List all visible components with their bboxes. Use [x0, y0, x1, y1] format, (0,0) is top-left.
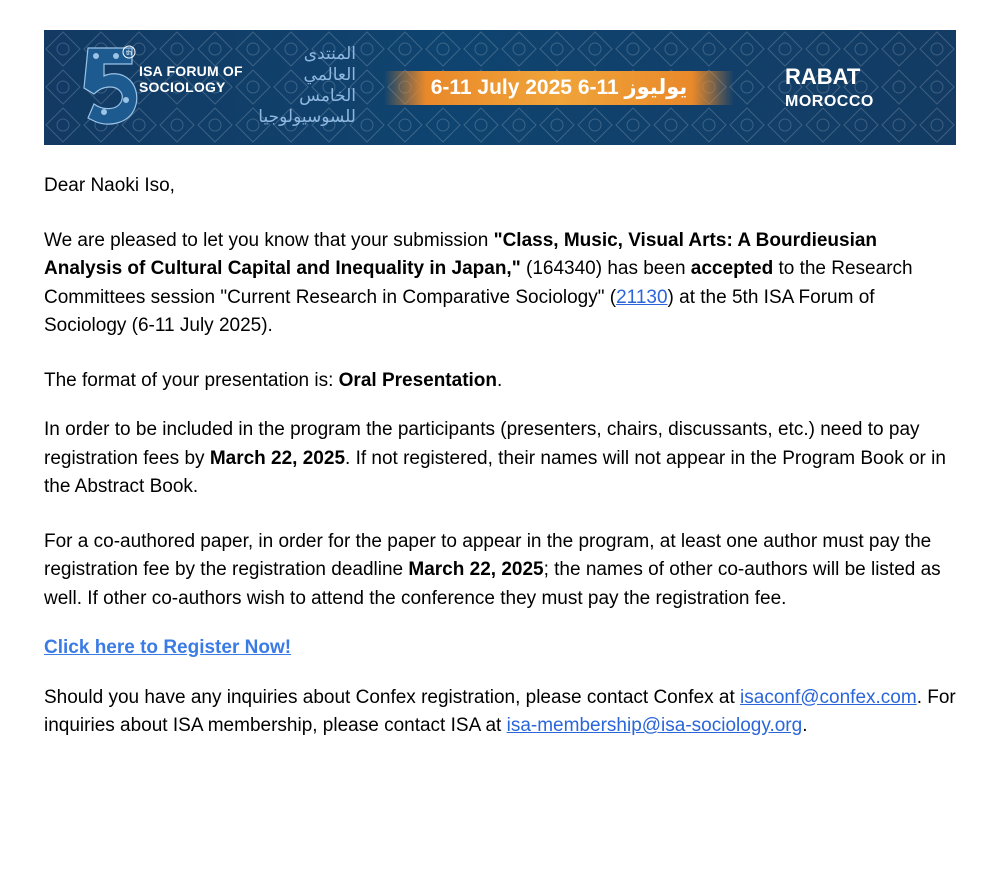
accepted-status: accepted	[690, 258, 774, 279]
submission-title: "Class, Music, Visual Arts: A Bourdieusian Analysis of Cultural Capital and Inequality in Japan,"	[44, 229, 878, 279]
text-run: Should you have any inquiries about Confex registration, please contact Confex at	[44, 686, 741, 708]
text-run: .	[802, 715, 808, 736]
forum-title-arabic: المنتدى العالمي الخامس للسوسيولوجيا	[258, 44, 356, 127]
registration-deadline: March 22, 2025	[209, 447, 346, 469]
email-body	[44, 172, 956, 741]
register-link-paragraph	[44, 634, 956, 663]
text-run: We are pleased to let you know that your submission	[44, 229, 494, 251]
forum-title-line2: SOCIOLOGY	[139, 79, 226, 95]
isa-membership-email-link[interactable]: isa-membership@isa-sociology.org	[506, 715, 803, 736]
date-band	[384, 71, 734, 105]
text-run: . If not registered, their names will not appear in the Program Book or in the Abstract Book.	[44, 447, 946, 497]
text-run: to the Research Committees session "Current Research in Comparative Sociology" (	[44, 258, 913, 308]
text-run: . For inquiries about ISA membership, please contact ISA at	[44, 686, 956, 736]
register-now-link[interactable]: Click here to Register Now!	[44, 637, 292, 658]
session-id-link[interactable]: 21130	[616, 286, 668, 308]
forum-logo-five-icon	[74, 42, 144, 132]
text-run: In order to be included in the program the participants (presenters, chairs, discussants, etc.) need to pay registration fees by	[44, 419, 920, 469]
text-run: .	[497, 369, 503, 391]
conference-city: RABAT	[785, 64, 861, 89]
conference-banner	[44, 30, 956, 145]
coauthor-paragraph	[44, 528, 956, 614]
presentation-format: Oral Presentation	[338, 369, 498, 391]
text-run: ; the names of other co-authors will be listed as well. If other co-authors wish to attend the conference they must pay the registration fee.	[44, 559, 941, 609]
acceptance-paragraph	[44, 227, 956, 341]
text-run: (164340) has been	[520, 258, 691, 279]
logo-superscript: th	[126, 50, 132, 57]
text-run: ) at the 5th ISA Forum of Sociology (6-11 July 2025).	[44, 286, 875, 336]
text-run: The format of your presentation is:	[44, 369, 339, 391]
forum-title-line1: ISA FORUM OF	[139, 63, 243, 79]
confex-email-link[interactable]: isaconf@confex.com	[740, 686, 917, 708]
text-run: For a co-authored paper, in order for the paper to appear in the program, at least one author must pay the registration fee by the registration deadline	[44, 530, 932, 580]
inquiries-paragraph	[44, 684, 956, 741]
format-paragraph	[44, 367, 956, 396]
greeting: Dear Naoki Iso,	[44, 175, 175, 196]
registration-paragraph	[44, 416, 956, 502]
coauthor-deadline: March 22, 2025	[408, 559, 544, 580]
conference-dates: 6-11 July 2025 يوليوز 11-6	[430, 76, 688, 99]
conference-country: MOROCCO	[785, 93, 874, 110]
